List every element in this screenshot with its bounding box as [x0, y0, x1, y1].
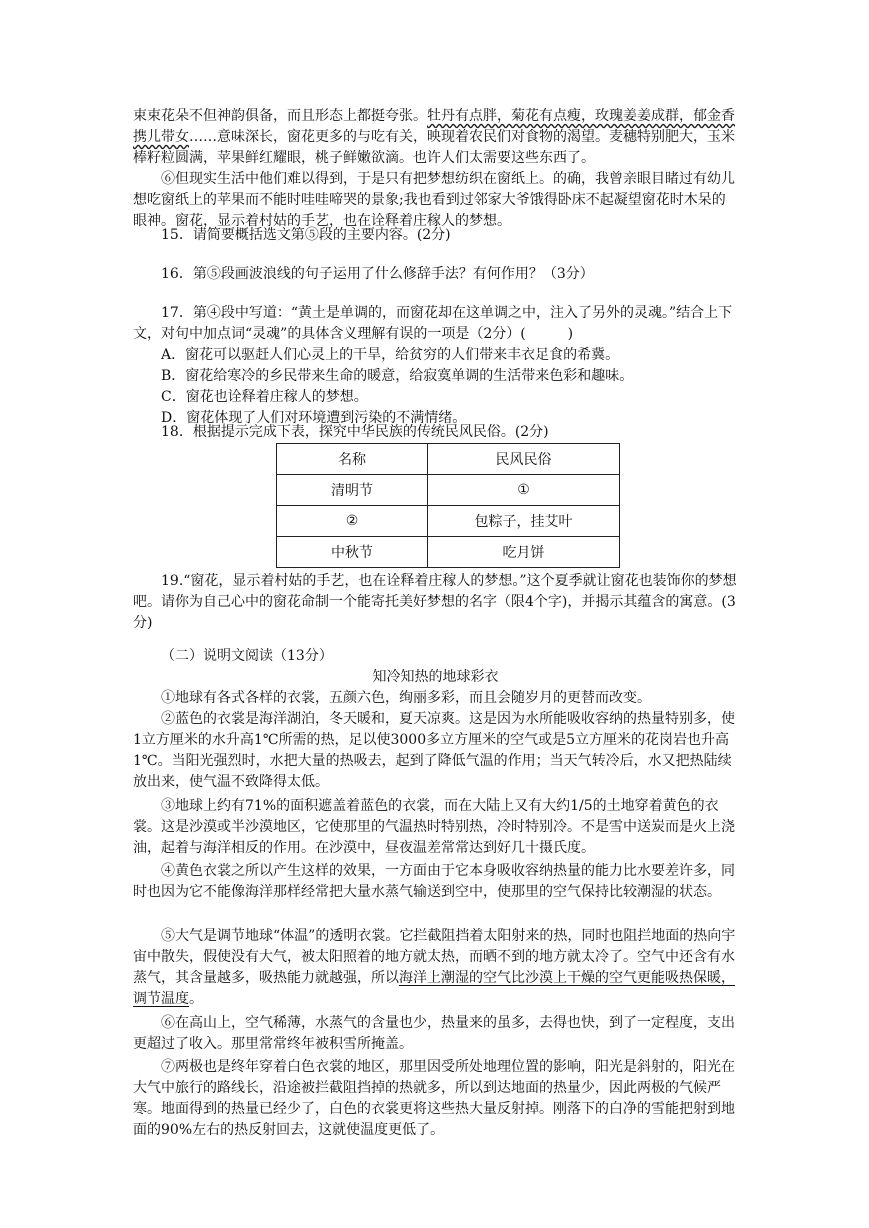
table-row [277, 506, 620, 537]
passage-paragraph-5-continued [133, 106, 738, 169]
article-paragraph-1: ①地球有各式各样的衣裳，五颜六色，绚丽多彩，而且会随岁月的更替而改变。 [161, 690, 651, 706]
question-18: 18．根据提示完成下表，探究中华民族的传统民风民俗。(2分) [161, 424, 549, 440]
question-17-option-b: B．窗花给寒冷的乡民带来生命的暖意，给寂寞单调的生活带来色彩和趣味。 [161, 368, 634, 384]
table-cell: 包粽子，挂艾叶 [428, 506, 620, 537]
article-paragraph-3: ③地球上约有71%的面积遮盖着蓝色的衣裳，而在大陆上又有大约1/5的土地穿着黄色的衣裳。这是沙漠或半沙漠地区，它使那里的气温热时特别热，冷时特别冷。不是雪中送炭而是火上浇油，起着与海洋相反的作用。在沙漠中，昼夜温差常常达到好几十摄氏度。 [133, 798, 735, 856]
table-header-row [277, 444, 620, 475]
table-cell: 中秋节 [277, 537, 428, 568]
table-cell: ② [277, 506, 428, 537]
question-17-option-d: D．窗花体现了人们对环境遭到污染的不满情绪。 [161, 410, 467, 426]
article-paragraph-7: ⑦两极也是终年穿着白色衣裳的地区，那里因受所处地理位置的影响，阳光是斜射的，阳光在大气中旅行的路线长，沿途被拦截阻挡掉的热就多，所以到达地面的热量少，因此两极的气候严寒。地面得到的热量已经少了，白色的衣裳更将这些热大量反射掉。刚落下的白净的雪能把射到地面的90%左右的热反射回去，这就使温度更低了。 [133, 1059, 735, 1138]
question-15: 15．请简要概括选文第⑤段的主要内容。(2分) [161, 227, 451, 243]
table-cell: 清明节 [277, 475, 428, 506]
passage-text: 束束花朵不但神韵俱备，而且形态上都挺夸张。 [133, 108, 427, 124]
question-17: 17．第④段中写道：“黄土是单调的，而窗花却在这单调之中，注入了另外的灵魂。”结合上下文，对句中加点词“灵魂”的具体含义理解有误的一项是（2分）( ) [133, 305, 733, 342]
customs-table [276, 443, 620, 568]
question-16: 16．第⑤段画波浪线的句子运用了什么修辞手法？有何作用？（3分） [161, 266, 594, 282]
table-row [277, 475, 620, 506]
passage-paragraph-6: ⑥但现实生活中他们难以得到，于是只有把梦想纺织在窗纸上。的确，我曾亲眼目睹过有幼儿想吃窗纸上的苹果而不能时哇哇啼哭的景象;我也看到过邻家大爷饿得卧床不起凝望窗花时木呆的眼神。窗花，显示着村姑的手艺，也在诠释着庄稼人的梦想。 [133, 171, 735, 229]
underlined-sentence: 海洋上潮湿的空气比沙漠上干燥的空气更能吸热保暖，调节温度 [133, 970, 735, 1007]
article-text: ⑤大气是调节地球“体温”的透明衣裳。它拦截阻挡着太阳射来的热，同时也阻拦地面的热向宇宙中散失，假使没有大气，被太阳照着的地方就太热，而晒不到的地方就太冷了。空气中还含有水蒸气，其含量越多，吸热能力就越强，所以 [133, 928, 736, 986]
table-row [277, 537, 620, 568]
article-text: 。 [189, 991, 203, 1007]
article-title: 知冷知热的地球彩衣 [372, 669, 499, 685]
question-17-option-c: C．窗花也诠释着庄稼人的梦想。 [161, 389, 368, 405]
table-cell: ① [428, 475, 620, 506]
table-header: 名称 [277, 444, 428, 475]
question-17-option-a: A．窗花可以驱赶人们心灵上的干旱，给贫穷的人们带来丰衣足食的希冀。 [161, 347, 620, 363]
section-heading: （二）说明文阅读（13分） [161, 648, 333, 664]
passage-text: ……意味深长，窗花更多的与吃有关，映现着农民们对食物的渴望。麦穗特别肥大，玉米棒籽粒圆满，苹果鲜红耀眼，桃子鲜嫩欲滴。也许人们太需要这些东西了。 [133, 129, 735, 166]
wavy-underlined-sentence: 牡丹有点胖，菊花有点瘦，玫瑰姜姜成群，郁金香携儿带女 [133, 108, 735, 145]
table-header: 民风民俗 [428, 444, 620, 475]
article-paragraph-6: ⑥在高山上，空气稀薄，水蒸气的含量也少，热量来的虽多，去得也快，到了一定程度，支出更超过了收入。那里常常终年被积雪所掩盖。 [133, 1015, 735, 1052]
article-paragraph-5 [133, 926, 738, 1010]
question-19: 19.“窗花，显示着村姑的手艺，也在诠释着庄稼人的梦想。”这个夏季就让窗花也装饰你的梦想吧。请你为自己心中的窗花命制一个能寄托美好梦想的名字（限4个字)，并揭示其蕴含的寓意。(3分) [133, 573, 737, 631]
article-paragraph-4: ④黄色衣裳之所以产生这样的效果，一方面由于它本身吸收容纳热量的能力比水要差许多，同时也因为它不能像海洋那样经常把大量水蒸气输送到空中，使那里的空气保持比较潮湿的状态。 [133, 863, 735, 900]
article-paragraph-2: ②蓝色的衣裳是海洋湖泊，冬天暖和，夏天凉爽。这是因为水所能吸收容纳的热量特别多，使1立方厘米的水升高1℃所需的热，足以使3000多立方厘米的空气或是5立方厘米的花岗岩也升高1℃。当阳光强烈时，水把大量的热吸去，起到了降低气温的作用；当天气转冷后，水又把热陆续放出来，使气温不致降得太低。 [133, 711, 735, 790]
table-cell: 吃月饼 [428, 537, 620, 568]
